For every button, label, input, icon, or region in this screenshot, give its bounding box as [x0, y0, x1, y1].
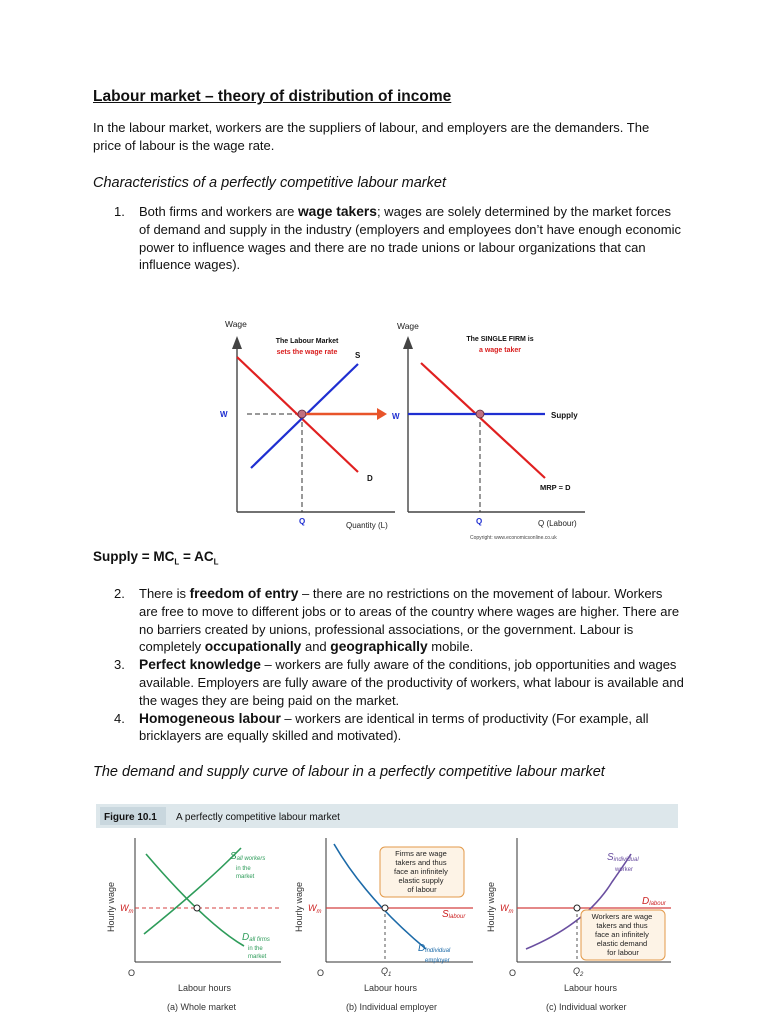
- panel-a-x-label: Labour hours: [178, 983, 232, 993]
- keyword-freedom-of-entry: freedom of entry: [189, 586, 299, 601]
- panel-b-x-label: Labour hours: [364, 983, 418, 993]
- right-diagram-subtitle: a wage taker: [478, 347, 522, 354]
- list-number: 4.: [114, 710, 125, 726]
- keyword-homogeneous-labour: Homogeneous labour: [139, 710, 281, 726]
- list-item: 3. Perfect knowledge – workers are fully aware of the conditions, job opportunities and wages available. Employers are fully aware of the productivity of workers, what labour is available and the wages they are being paid on the market.: [114, 657, 684, 708]
- list-number: 1.: [114, 204, 125, 219]
- copyright-text: Copyright: www.economicsonline.co.uk: [470, 535, 557, 541]
- left-y-label: Wage: [225, 319, 247, 329]
- figure-badge: Figure 10.1: [104, 812, 157, 823]
- list-number: 2.: [114, 586, 125, 601]
- keyword-occupationally: occupationally: [204, 639, 302, 655]
- panel-c-x-label: Labour hours: [564, 983, 618, 993]
- panel-b-origin: O: [317, 968, 325, 978]
- panel-a-demand-sub2: in the: [248, 946, 263, 952]
- list-item: 2. There is freedom of entry – there are no restrictions on the movement of labour. Workers are free to move to different jobs or to areas of the country where wages are higher. There are no barriers created by unions, professional associations, or the government. Labour is completely occupationally and geographically mobile.: [114, 586, 680, 655]
- right-mrp-label: MRP = D: [540, 483, 571, 492]
- section-heading-demand-supply: The demand and supply curve of labour in a perfectly competitive labour market: [93, 764, 605, 780]
- panel-c-origin: O: [509, 968, 517, 978]
- right-supply-label: Supply: [551, 411, 578, 420]
- list-item: 4. Homogeneous labour – workers are identical in terms of productivity (For example, all bricklayers are equally skilled and motivated).: [114, 710, 649, 744]
- list-number: 3.: [114, 657, 125, 673]
- panel-b-note: Firms are wage takers and thus face an infinitely elastic supply of labour: [394, 849, 448, 894]
- panel-c-demand-label: Dlabour: [642, 896, 666, 907]
- page-title: Labour market – theory of distribution of income: [93, 88, 452, 105]
- left-y-arrow: [232, 336, 242, 349]
- left-diagram-subtitle: sets the wage rate: [276, 349, 338, 356]
- keyword-perfect-knowledge: Perfect knowledge: [139, 657, 261, 673]
- right-mrp-curve: [421, 363, 545, 478]
- panel-a-caption: (a) Whole market: [167, 1002, 237, 1012]
- list-item: 1. Both firms and workers are wage takers; wages are solely determined by the market forces of demand and supply in the industry (employers and employees don’t have enough economic power to influence wages and there are no trade unions or labour organizations that can influence wages).: [114, 204, 682, 273]
- panel-c-wm-label: $W_m$: [500, 903, 514, 915]
- panel-a-demand-sub3: market: [248, 954, 267, 960]
- left-supply-label: S: [355, 351, 361, 360]
- panel-b-wm-label: $W_m$: [308, 903, 322, 915]
- panel-c-equilibrium: [574, 905, 580, 911]
- right-w-label: W: [392, 412, 400, 421]
- left-demand-label: D: [367, 474, 373, 483]
- labour-market-diagram: [215, 316, 595, 546]
- panel-c-note: Workers are wage takers and thus face an infinitely elastic demand for labour: [591, 912, 653, 957]
- panel-a-demand-label: Dall firms: [242, 932, 270, 943]
- right-x-label: Q (Labour): [538, 519, 577, 528]
- left-diagram-title: The Labour Market: [275, 338, 339, 345]
- left-x-label: Quantity (L): [346, 521, 388, 530]
- panel-c-q-label: $Q_2$: [573, 966, 584, 978]
- figure-10-1: [96, 804, 678, 1020]
- panel-a-supply-label: Sall workers: [230, 851, 266, 862]
- keyword-geographically: geographically: [330, 639, 428, 655]
- intro-paragraph: In the labour market, workers are the suppliers of labour, and employers are the demanders. The price of labour is the wage rate.: [93, 120, 650, 153]
- right-y-label: Wage: [397, 321, 419, 331]
- figure-title: A perfectly competitive labour market: [176, 812, 340, 823]
- right-q-label: Q: [476, 517, 483, 526]
- panel-b-equilibrium: [382, 905, 388, 911]
- panel-a-origin: O: [128, 968, 136, 978]
- panel-b-demand-sub2: employer: [425, 958, 450, 964]
- panel-a-y-label: Hourly wage: [106, 881, 116, 932]
- wage-transfer-arrowhead: [377, 408, 387, 420]
- panel-c-caption: (c) Individual worker: [546, 1002, 627, 1012]
- panel-c-y-label: Hourly wage: [486, 881, 496, 932]
- panel-a-wm-label: $W_m$: [120, 903, 134, 915]
- panel-b-y-label: Hourly wage: [294, 881, 304, 932]
- left-equilibrium-point: [298, 410, 306, 418]
- panel-c-supply-label: Sindividual: [607, 852, 639, 863]
- characteristics-list-part2: [114, 585, 684, 745]
- left-w-label: W: [220, 410, 228, 419]
- panel-b-q-label: $Q_1$: [381, 966, 392, 978]
- panel-c-supply-sub2: worker: [615, 867, 634, 873]
- supply-equation: Supply = $MC_L = AC_L$: [93, 549, 219, 567]
- section-heading-characteristics: Characteristics of a perfectly competitive labour market: [93, 175, 446, 191]
- left-q-label: Q: [299, 517, 306, 526]
- right-y-arrow: [403, 336, 413, 349]
- right-equilibrium-point: [476, 410, 484, 418]
- panel-a-supply-sub3: market: [236, 874, 255, 880]
- panel-a-supply-sub2: in the: [236, 866, 251, 872]
- panel-a-equilibrium: [194, 905, 200, 911]
- right-diagram-title: The SINGLE FIRM is: [466, 336, 534, 343]
- panel-b-supply-label: Slabour: [442, 909, 466, 920]
- panel-b-caption: (b) Individual employer: [346, 1002, 438, 1012]
- panel-b-demand-label: Dindividual: [418, 943, 451, 954]
- keyword-wage-takers: wage takers: [297, 204, 377, 219]
- characteristics-list-part1: [114, 203, 684, 274]
